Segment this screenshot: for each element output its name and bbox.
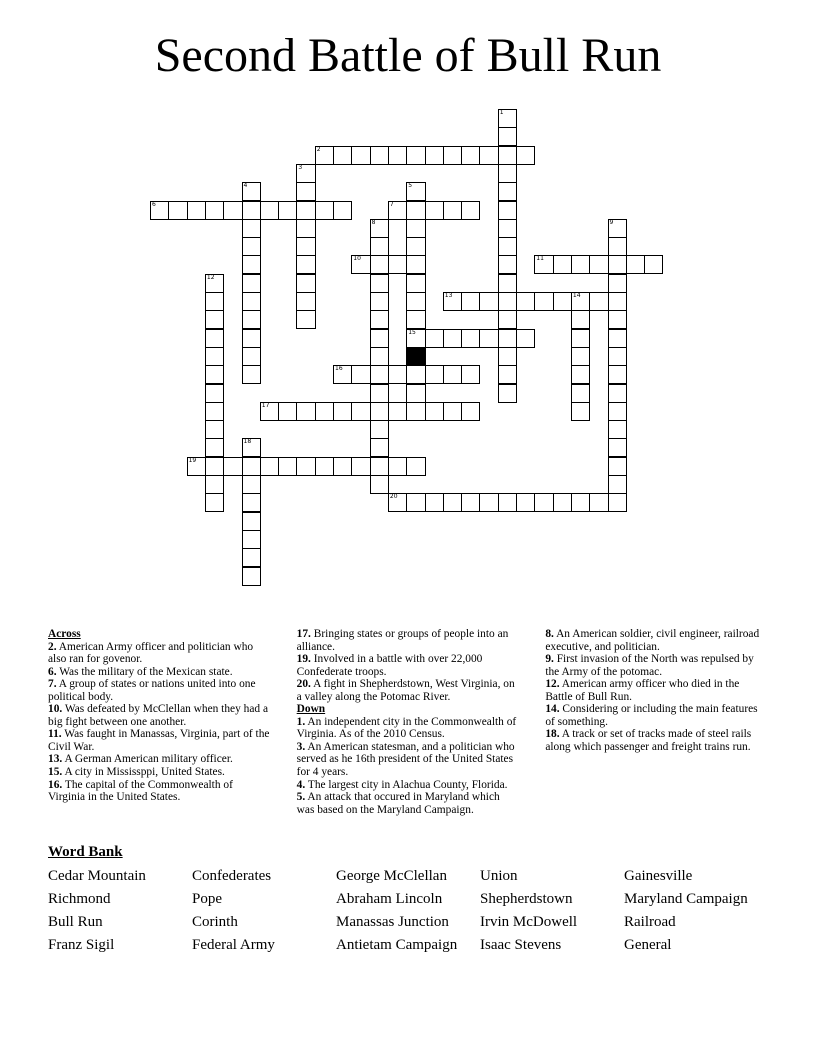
clue-text: An American soldier, civil engineer, railroad executive, and politician. bbox=[545, 628, 760, 653]
word-bank-title: Word Bank bbox=[48, 844, 123, 860]
grid-cell[interactable] bbox=[443, 493, 462, 512]
grid-cell[interactable] bbox=[242, 329, 261, 348]
across-clue bbox=[297, 678, 520, 703]
clue-text: A city in Mississppi, United States. bbox=[64, 766, 225, 779]
down-clue bbox=[545, 703, 768, 728]
word-bank-item: Corinth bbox=[192, 914, 238, 930]
grid-cell[interactable] bbox=[406, 402, 425, 421]
grid-cell[interactable] bbox=[443, 146, 462, 165]
clue-number: 10 bbox=[353, 255, 361, 263]
clue-number: 16. bbox=[48, 778, 63, 791]
clue-number: 11 bbox=[536, 255, 544, 263]
grid-cell[interactable] bbox=[205, 384, 224, 403]
clue-text: An attack that occured in Maryland which was based on the Maryland Campaign. bbox=[296, 791, 500, 816]
grid-cell[interactable] bbox=[205, 274, 224, 293]
grid-cell[interactable] bbox=[608, 237, 627, 256]
grid-cell[interactable] bbox=[242, 292, 261, 311]
grid-cell[interactable] bbox=[498, 292, 517, 311]
clue-number: 2 bbox=[316, 145, 321, 153]
word-bank-item: Isaac Stevens bbox=[480, 937, 562, 953]
clue-number: 11. bbox=[48, 728, 62, 741]
grid-cell[interactable] bbox=[571, 493, 590, 512]
grid-cell[interactable] bbox=[571, 347, 590, 366]
grid-cell[interactable] bbox=[571, 329, 590, 348]
grid-cell[interactable] bbox=[278, 402, 297, 421]
word-bank-item: George McClellan bbox=[336, 868, 447, 884]
grid-cell[interactable] bbox=[388, 457, 407, 476]
clue-number: 5. bbox=[296, 791, 306, 804]
down-clue bbox=[545, 728, 768, 753]
clue-number: 17. bbox=[296, 628, 311, 640]
across-clue bbox=[48, 703, 271, 728]
grid-cell[interactable] bbox=[242, 548, 261, 567]
grid-cell[interactable] bbox=[571, 310, 590, 329]
grid-cell[interactable] bbox=[534, 255, 553, 274]
across-clue bbox=[297, 653, 520, 678]
grid-cell[interactable] bbox=[370, 457, 389, 476]
across-clue bbox=[48, 666, 271, 679]
grid-cell[interactable] bbox=[534, 292, 553, 311]
grid-cell[interactable] bbox=[461, 365, 480, 384]
grid-cell[interactable] bbox=[425, 402, 444, 421]
word-bank-item: Antietam Campaign bbox=[336, 937, 458, 953]
clue-number: 18. bbox=[545, 728, 560, 741]
grid-cell[interactable] bbox=[242, 493, 261, 512]
clue-number: 9. bbox=[545, 653, 554, 666]
grid-cell[interactable] bbox=[406, 365, 425, 384]
grid-cell[interactable] bbox=[333, 201, 352, 220]
grid-cell[interactable] bbox=[242, 530, 261, 549]
clue-text: A German American military officer. bbox=[64, 753, 233, 766]
grid-cell[interactable] bbox=[242, 219, 261, 238]
clue-number: 1 bbox=[499, 109, 504, 116]
grid-cell[interactable] bbox=[315, 457, 334, 476]
grid-cell[interactable] bbox=[443, 201, 462, 220]
grid-cell[interactable] bbox=[351, 457, 370, 476]
grid-cell[interactable] bbox=[608, 219, 627, 238]
grid-cell[interactable] bbox=[608, 329, 627, 348]
clue-text: A track or set of tracks made of steel rails along which passenger and freight trains run. bbox=[545, 728, 752, 753]
word-bank-item: Cedar Mountain bbox=[48, 868, 146, 884]
grid-cell[interactable] bbox=[479, 493, 498, 512]
clue-number: 8. bbox=[545, 628, 554, 640]
grid-cell[interactable] bbox=[370, 310, 389, 329]
grid-cell[interactable] bbox=[608, 384, 627, 403]
grid-cell[interactable] bbox=[608, 475, 627, 494]
clue-number: 15. bbox=[48, 766, 63, 779]
clue-number: 19 bbox=[188, 456, 197, 464]
grid-cell[interactable] bbox=[351, 146, 370, 165]
clue-text: Was defeated by McClellan when they had a big fight between one another. bbox=[48, 703, 268, 728]
puzzle-title: Second Battle of Bull Run bbox=[154, 29, 662, 82]
grid-cell[interactable] bbox=[498, 182, 517, 201]
down-clue bbox=[545, 628, 768, 653]
grid-cell[interactable] bbox=[425, 365, 444, 384]
grid-cell[interactable] bbox=[370, 274, 389, 293]
grid-cell[interactable] bbox=[498, 255, 517, 274]
grid-cell[interactable] bbox=[498, 384, 517, 403]
grid-cell[interactable] bbox=[498, 365, 517, 384]
clue-text: First invasion of the North was repulsed by the Army of the potomac. bbox=[545, 653, 754, 678]
grid-cell[interactable] bbox=[168, 201, 187, 220]
grid-cell[interactable] bbox=[516, 493, 535, 512]
grid-cell[interactable] bbox=[223, 457, 242, 476]
grid-cell[interactable] bbox=[461, 402, 480, 421]
word-bank-item: Manassas Junction bbox=[336, 914, 449, 930]
grid-cell[interactable] bbox=[571, 384, 590, 403]
grid-cell[interactable] bbox=[608, 255, 627, 274]
grid-cell[interactable] bbox=[479, 292, 498, 311]
grid-cell[interactable] bbox=[242, 182, 261, 201]
grid-cell[interactable] bbox=[242, 365, 261, 384]
grid-cell[interactable] bbox=[351, 255, 370, 274]
grid-cell[interactable] bbox=[205, 438, 224, 457]
clue-number: 7. bbox=[48, 678, 57, 691]
grid-cell[interactable] bbox=[498, 146, 517, 165]
clue-text: Bringing states or groups of people into an alliance. bbox=[296, 628, 509, 653]
clue-number: 17 bbox=[261, 401, 270, 409]
grid-cell[interactable] bbox=[351, 365, 370, 384]
grid-cell[interactable] bbox=[589, 292, 608, 311]
grid-cell[interactable] bbox=[242, 457, 261, 476]
grid-cell[interactable] bbox=[242, 274, 261, 293]
grid-cell[interactable] bbox=[351, 402, 370, 421]
clue-number: 6. bbox=[48, 665, 57, 678]
grid-cell[interactable] bbox=[388, 365, 407, 384]
grid-cell[interactable] bbox=[479, 146, 498, 165]
grid-cell[interactable] bbox=[370, 384, 389, 403]
grid-cell[interactable] bbox=[333, 457, 352, 476]
grid-cell[interactable] bbox=[498, 274, 517, 293]
clue-text: An independent city in the Commonwealth of Virginia. As of the 2010 Census. bbox=[296, 715, 517, 741]
grid-cell[interactable] bbox=[498, 109, 517, 128]
grid-cell[interactable] bbox=[571, 365, 590, 384]
grid-cell[interactable] bbox=[425, 493, 444, 512]
grid-cell[interactable] bbox=[406, 493, 425, 512]
clue-number: 14. bbox=[545, 703, 560, 716]
grid-cell[interactable] bbox=[278, 457, 297, 476]
grid-cell[interactable] bbox=[205, 347, 224, 366]
grid-cell[interactable] bbox=[150, 201, 169, 220]
grid-cell[interactable] bbox=[260, 402, 279, 421]
word-bank-item: Federal Army bbox=[192, 937, 275, 953]
grid-cell[interactable] bbox=[608, 274, 627, 293]
grid-cell[interactable] bbox=[644, 255, 663, 274]
grid-cell[interactable] bbox=[498, 329, 517, 348]
grid-cell[interactable] bbox=[242, 310, 261, 329]
across-clue bbox=[48, 753, 271, 766]
grid-cell[interactable] bbox=[296, 402, 315, 421]
clue-number: 20 bbox=[389, 493, 398, 501]
grid-cell[interactable] bbox=[608, 420, 627, 439]
word-bank-item: Shepherdstown bbox=[480, 891, 573, 907]
down-clue bbox=[545, 678, 768, 703]
clue-number: 1. bbox=[296, 715, 306, 728]
grid-cell[interactable] bbox=[205, 329, 224, 348]
grid-cell[interactable] bbox=[589, 255, 608, 274]
grid-cell[interactable] bbox=[242, 512, 261, 531]
grid-cell[interactable] bbox=[242, 237, 261, 256]
grid-cell[interactable] bbox=[589, 493, 608, 512]
word-bank bbox=[48, 867, 768, 955]
across-clue bbox=[297, 628, 520, 653]
grid-cell[interactable] bbox=[461, 329, 480, 348]
grid-cell[interactable] bbox=[370, 402, 389, 421]
grid-cell[interactable] bbox=[571, 255, 590, 274]
grid-cell[interactable] bbox=[406, 310, 425, 329]
grid-cell[interactable] bbox=[425, 146, 444, 165]
grid-cell[interactable] bbox=[370, 219, 389, 238]
grid-cell[interactable] bbox=[315, 146, 334, 165]
grid-cell[interactable] bbox=[479, 329, 498, 348]
word-bank-item: Richmond bbox=[48, 891, 111, 907]
grid-cell[interactable] bbox=[608, 310, 627, 329]
grid-cell[interactable] bbox=[370, 438, 389, 457]
down-clue bbox=[297, 716, 520, 741]
grid-cell[interactable] bbox=[205, 457, 224, 476]
across-clue bbox=[48, 766, 271, 779]
grid-cell[interactable] bbox=[370, 365, 389, 384]
grid-cell[interactable] bbox=[553, 493, 572, 512]
grid-cell[interactable] bbox=[406, 237, 425, 256]
grid-cell[interactable] bbox=[388, 255, 407, 274]
grid-cell[interactable] bbox=[260, 201, 279, 220]
clue-number: 12. bbox=[545, 678, 560, 691]
down-clue bbox=[297, 741, 520, 779]
grid-cell[interactable] bbox=[333, 146, 352, 165]
word-bank-item: Union bbox=[480, 868, 518, 884]
grid-cell[interactable] bbox=[406, 292, 425, 311]
grid-cell[interactable] bbox=[406, 457, 425, 476]
grid-cell[interactable] bbox=[388, 146, 407, 165]
grid-cell[interactable] bbox=[242, 438, 261, 457]
clue-number: 18 bbox=[243, 438, 252, 446]
grid-cell[interactable] bbox=[498, 164, 517, 183]
grid-cell[interactable] bbox=[425, 201, 444, 220]
grid-cell[interactable] bbox=[498, 127, 517, 146]
clue-number: 2. bbox=[48, 640, 57, 653]
grid-cell[interactable] bbox=[296, 457, 315, 476]
grid-cell[interactable] bbox=[296, 182, 315, 201]
clue-number: 20. bbox=[296, 678, 311, 691]
grid-cell[interactable] bbox=[406, 384, 425, 403]
grid-cell[interactable] bbox=[461, 292, 480, 311]
grid-cell[interactable] bbox=[296, 292, 315, 311]
clue-number: 4. bbox=[296, 778, 306, 791]
clue-number: 4 bbox=[243, 182, 248, 190]
clue-text: American Army officer and politician who also ran for govenor. bbox=[48, 640, 254, 666]
grid-cell[interactable] bbox=[608, 365, 627, 384]
clue-number: 13 bbox=[444, 292, 453, 299]
grid-cell[interactable] bbox=[571, 292, 590, 311]
grid-cell[interactable] bbox=[608, 457, 627, 476]
grid-cell[interactable] bbox=[553, 292, 572, 311]
clue-list bbox=[48, 628, 768, 828]
clue-number: 13. bbox=[48, 753, 63, 766]
grid-cell[interactable] bbox=[205, 475, 224, 494]
across-clue bbox=[48, 779, 271, 804]
clue-number: 7 bbox=[389, 200, 394, 208]
clue-number: 15 bbox=[408, 328, 416, 336]
grid-cell[interactable] bbox=[370, 347, 389, 366]
grid-cell[interactable] bbox=[370, 146, 389, 165]
clue-number: 14 bbox=[572, 292, 581, 299]
grid-cell[interactable] bbox=[406, 219, 425, 238]
grid-cell[interactable] bbox=[388, 493, 407, 512]
grid-cell[interactable] bbox=[296, 219, 315, 238]
clue-text: The largest city in Alachua County, Florida. bbox=[307, 778, 508, 791]
clue-text: A group of states or nations united into one political body. bbox=[48, 678, 256, 703]
grid-cell[interactable] bbox=[296, 201, 315, 220]
grid-cell[interactable] bbox=[461, 146, 480, 165]
grid-cell[interactable] bbox=[608, 292, 627, 311]
clue-text: Was the military of the Mexican state. bbox=[59, 665, 233, 678]
clue-text: Involved in a battle with over 22,000 Confederate troops. bbox=[296, 653, 483, 678]
grid-cell[interactable] bbox=[498, 347, 517, 366]
grid-cell[interactable] bbox=[242, 255, 261, 274]
grid-cell[interactable] bbox=[223, 201, 242, 220]
grid-cell[interactable] bbox=[516, 292, 535, 311]
clue-text: An American statesman, and a politician who served as he 16th president of the United States for 4 years. bbox=[296, 740, 515, 779]
grid-cell[interactable] bbox=[443, 402, 462, 421]
grid-cell[interactable] bbox=[242, 475, 261, 494]
down-clue bbox=[545, 653, 768, 678]
grid-cell[interactable] bbox=[425, 329, 444, 348]
across-heading: Across bbox=[48, 628, 81, 640]
grid-cell[interactable] bbox=[370, 475, 389, 494]
grid-cell[interactable] bbox=[406, 201, 425, 220]
grid-cell[interactable] bbox=[443, 292, 462, 311]
grid-cell[interactable] bbox=[242, 567, 261, 586]
grid-cell[interactable] bbox=[370, 329, 389, 348]
clue-text: The capital of the Commonwealth of Virginia in the United States. bbox=[48, 778, 233, 804]
grid-cell[interactable] bbox=[461, 201, 480, 220]
grid-cell[interactable] bbox=[370, 255, 389, 274]
grid-cell[interactable] bbox=[205, 201, 224, 220]
grid-cell[interactable] bbox=[406, 329, 425, 348]
grid-cell[interactable] bbox=[333, 365, 352, 384]
grid-cell[interactable] bbox=[498, 310, 517, 329]
word-bank-item: Bull Run bbox=[48, 914, 103, 930]
grid-cell[interactable] bbox=[278, 201, 297, 220]
across-clue bbox=[48, 728, 271, 753]
clue-text: American army officer who died in the Battle of Bull Run. bbox=[545, 678, 740, 703]
grid-cell[interactable] bbox=[626, 255, 645, 274]
word-bank-item: General bbox=[624, 937, 672, 953]
grid-cell[interactable] bbox=[406, 146, 425, 165]
grid-cell[interactable] bbox=[461, 493, 480, 512]
word-bank-item: Irvin McDowell bbox=[480, 914, 578, 930]
word-bank-item: Abraham Lincoln bbox=[336, 891, 443, 907]
grid-cell[interactable] bbox=[406, 274, 425, 293]
grid-cell[interactable] bbox=[296, 164, 315, 183]
grid-cell[interactable] bbox=[296, 237, 315, 256]
grid-cell[interactable] bbox=[406, 255, 425, 274]
down-clue bbox=[297, 779, 520, 792]
grid-cell[interactable] bbox=[498, 237, 517, 256]
grid-cell[interactable] bbox=[516, 329, 535, 348]
clue-number: 6 bbox=[152, 200, 156, 208]
down-clue bbox=[297, 791, 520, 816]
grid-cell[interactable] bbox=[333, 402, 352, 421]
grid-cell[interactable] bbox=[296, 310, 315, 329]
word-bank-item: Maryland Campaign bbox=[624, 891, 748, 907]
grid-cell[interactable] bbox=[608, 438, 627, 457]
clue-text: Was faught in Manassas, Virginia, part of the Civil War. bbox=[48, 728, 270, 753]
grid-cell[interactable] bbox=[388, 201, 407, 220]
grid-cell[interactable] bbox=[205, 402, 224, 421]
clue-number: 19. bbox=[296, 653, 311, 666]
word-bank-item: Franz Sigil bbox=[48, 937, 115, 953]
word-bank-item: Confederates bbox=[192, 868, 272, 884]
grid-cell[interactable] bbox=[296, 274, 315, 293]
grid-cell[interactable] bbox=[205, 420, 224, 439]
grid-cell[interactable] bbox=[388, 402, 407, 421]
grid-cell[interactable] bbox=[205, 292, 224, 311]
grid-cell[interactable] bbox=[608, 493, 627, 512]
clue-number: 3 bbox=[298, 163, 303, 171]
clue-number: 8 bbox=[371, 218, 376, 226]
grid-cell[interactable] bbox=[187, 457, 206, 476]
grid-cell[interactable] bbox=[315, 402, 334, 421]
clue-text: A fight in Shepherdstown, West Virginia, on a valley along the Potomac River. bbox=[296, 678, 515, 703]
clue-number: 12 bbox=[206, 273, 215, 281]
word-bank-item: Pope bbox=[192, 891, 222, 907]
grid-cell[interactable] bbox=[443, 329, 462, 348]
down-heading: Down bbox=[296, 703, 326, 716]
grid-cell[interactable] bbox=[498, 219, 517, 238]
grid-cell[interactable] bbox=[260, 457, 279, 476]
grid-cell[interactable] bbox=[370, 292, 389, 311]
grid-cell[interactable] bbox=[370, 237, 389, 256]
grid-cell[interactable] bbox=[315, 201, 334, 220]
grid-cell[interactable] bbox=[498, 201, 517, 220]
grid-cell[interactable] bbox=[205, 310, 224, 329]
clue-text: Considering or including the main features of something. bbox=[545, 703, 758, 728]
word-bank-item: Railroad bbox=[624, 914, 676, 930]
clue-number: 5 bbox=[408, 182, 413, 190]
grid-cell[interactable] bbox=[242, 347, 261, 366]
grid-cell[interactable] bbox=[553, 255, 572, 274]
clue-number: 9 bbox=[609, 218, 614, 226]
grid-cell[interactable] bbox=[443, 365, 462, 384]
grid-cell[interactable] bbox=[534, 493, 553, 512]
grid-cell[interactable] bbox=[296, 255, 315, 274]
grid-cell[interactable] bbox=[498, 493, 517, 512]
clue-number: 3. bbox=[296, 740, 306, 753]
grid-cell[interactable] bbox=[205, 493, 224, 512]
grid-cell[interactable] bbox=[205, 365, 224, 384]
across-clue bbox=[48, 641, 271, 666]
grid-cell[interactable] bbox=[242, 201, 261, 220]
clue-number: 16 bbox=[335, 365, 343, 373]
grid-cell[interactable] bbox=[370, 420, 389, 439]
grid-cell[interactable] bbox=[608, 347, 627, 366]
grid-cell[interactable] bbox=[516, 146, 535, 165]
word-bank-item: Gainesville bbox=[624, 868, 693, 884]
grid-cell[interactable] bbox=[406, 182, 425, 201]
clue-number: 10. bbox=[48, 703, 63, 716]
grid-cell[interactable] bbox=[187, 201, 206, 220]
blocked-cell bbox=[406, 347, 425, 366]
grid-cell[interactable] bbox=[608, 402, 627, 421]
across-clue bbox=[48, 678, 271, 703]
grid-cell[interactable] bbox=[571, 402, 590, 421]
